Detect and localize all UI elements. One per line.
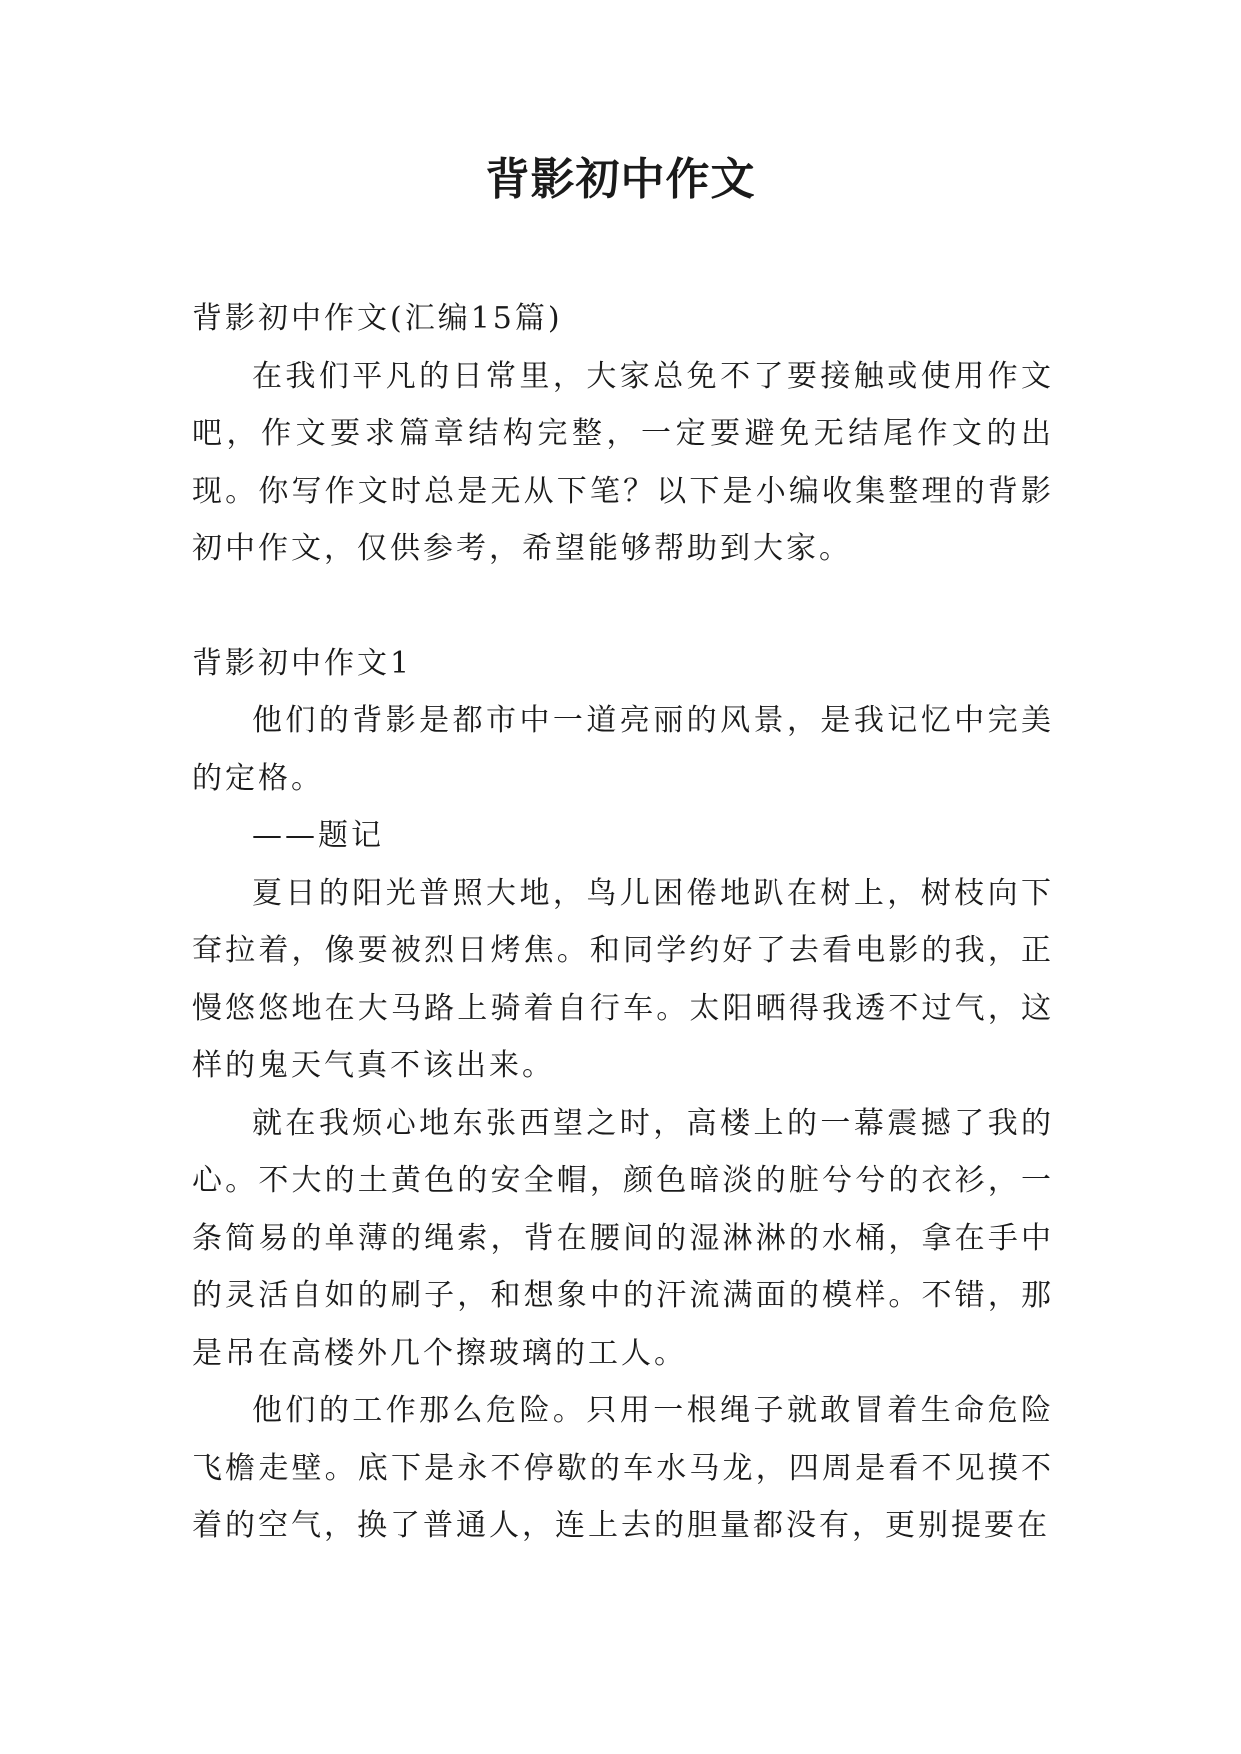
intro-paragraph: 在我们平凡的日常里，大家总免不了要接触或使用作文吧，作文要求篇章结构完整，一定要避免无结尾作文的出现。你写作文时总是无从下笔？以下是小编收集整理的背影初中作文，仅供参考，希望能够帮助到大家。 <box>192 358 1054 566</box>
document-body <box>192 290 1054 1555</box>
section-heading: 背影初中作文1 <box>192 645 413 681</box>
epigraph-note: ——题记 <box>252 818 384 853</box>
body-paragraph: 就在我烦心地东张西望之时，高楼上的一幕震撼了我的心。不大的土黄色的安全帽，颜色暗淡的脏兮兮的衣衫，一条简易的单薄的绳索，背在腰间的湿淋淋的水桶，拿在手中的灵活自如的刷子，和想象中的汗流满面的模样。不错，那是吊在高楼外几个擦玻璃的工人。 <box>192 1105 1054 1371</box>
body-paragraph: 他们的背影是都市中一道亮丽的风景，是我记忆中完美的定格。 <box>192 703 1054 796</box>
section-spacer <box>192 578 1054 635</box>
document-title: 背影初中作文 <box>485 154 756 205</box>
body-paragraph: 夏日的阳光普照大地，鸟儿困倦地趴在树上，树枝向下耷拉着，像要被烈日烤焦。和同学约好了去看电影的我，正慢悠悠地在大马路上骑着自行车。太阳晒得我透不过气，这样的鬼天气真不该出来。 <box>192 875 1054 1083</box>
body-paragraph: 他们的工作那么危险。只用一根绳子就敢冒着生命危险飞檐走壁。底下是永不停歇的车水马龙，四周是看不见摸不着的空气，换了普通人，连上去的胆量都没有，更别提要在 <box>192 1393 1054 1543</box>
document-subtitle: 背影初中作文(汇编15篇) <box>192 301 563 336</box>
